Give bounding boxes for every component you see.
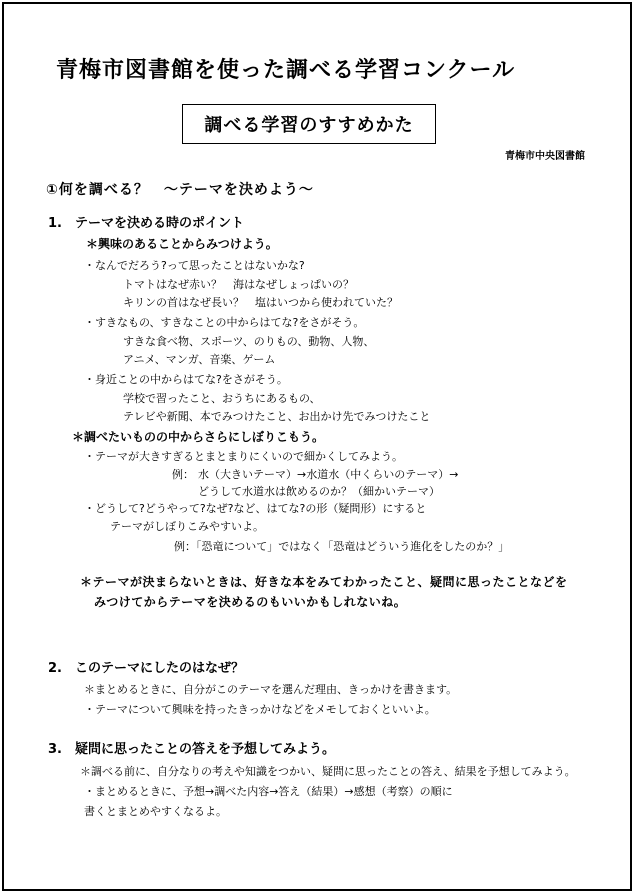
section2-line: ・テーマについて興味を持ったきっかけなどをメモしておくといいよ。 (84, 703, 436, 716)
section1-a-item3-example: テレビや新聞、本でみつけたこと、お出かけ先でみつけたこと (123, 410, 431, 423)
subtitle: 調べる学習のすすめかた (204, 115, 414, 136)
section1-b-item1: ・テーマが大きすぎるとまとまりにくいので細かくしてみよう。 (84, 450, 403, 463)
section3-line: ＊調べる前に、自分なりの考えや知識をつかい、疑問に思ったことの答え、結果を予想してみよう。 (80, 765, 576, 778)
subtitle-box (182, 104, 436, 144)
section1-a-item2-example: アニメ、マンガ、音楽、ゲーム (123, 353, 276, 366)
section3-line: ・まとめるときに、予想→調べた内容→答え（結果）→感想（考察）の順に (84, 785, 453, 798)
section1-note: ＊テーマが決まらないときは、好きな本をみてわかったこと、疑問に思ったことなどを (80, 575, 568, 589)
section1-a-item2: ・すきなもの、すきなことの中からはてな?をさがそう。 (84, 316, 365, 329)
section1-a-item3-example: 学校で習ったこと、おうちにあるもの、 (123, 392, 321, 405)
section1-a-item2-example: すきな食べ物、スポーツ、のりもの、動物、人物、 (123, 335, 375, 348)
section1-heading: 1. テーマを決める時のポイント (48, 216, 244, 231)
section1-b-item2-example: 例：「恐竜について」ではなく「恐竜はどういう進化をしたのか？」 (174, 540, 510, 553)
example-label: 例： (172, 468, 194, 481)
section1-a-item1-example: トマトはなぜ赤い？ 海はなぜしょっぱいの？ (123, 278, 354, 291)
step-heading: ①何を調べる？ ～テーマを決めよう～ (46, 182, 314, 198)
section1-b-item2: ・どうして?どうやって?なぜ?など、はてな?の形（疑問形）にすると (84, 502, 427, 515)
section1-b-item1-example: 水（大きいテーマ）→水道水（中くらいのテーマ）→ (198, 468, 459, 481)
section1-point-b: ＊調べたいものの中からさらにしぼりこもう。 (72, 430, 325, 444)
section2-heading: 2. このテーマにしたのはなぜ？ (48, 661, 244, 676)
section1-point-a: ＊興味のあることからみつけよう。 (86, 237, 278, 251)
page-title: 青梅市図書館を使った調べる学習コンクール (56, 58, 516, 83)
section1-a-item1: ・なんでだろう?って思ったことはないかな? (84, 259, 305, 272)
section1-b-item1-example: どうして水道水は飲めるのか？（細かいテーマ） (198, 485, 440, 498)
organization-name: 青梅市中央図書館 (505, 151, 585, 162)
section2-line: ＊まとめるときに、自分がこのテーマを選んだ理由、きっかけを書きます。 (84, 683, 458, 696)
section3-heading: 3. 疑問に思ったことの答えを予想してみよう。 (48, 742, 335, 757)
section1-note: みつけてからテーマを決めるのもいいかもしれないね。 (94, 595, 407, 609)
section3-line: 書くとまとめやすくなるよ。 (84, 805, 227, 818)
section1-a-item1-example: キリンの首はなぜ長い？ 塩はいつから使われていた？ (123, 296, 398, 309)
section1-a-item3: ・身近ことの中からはてな?をさがそう。 (84, 373, 288, 386)
section1-b-item2-cont: テーマがしぼりこみやすいよ。 (110, 520, 264, 533)
